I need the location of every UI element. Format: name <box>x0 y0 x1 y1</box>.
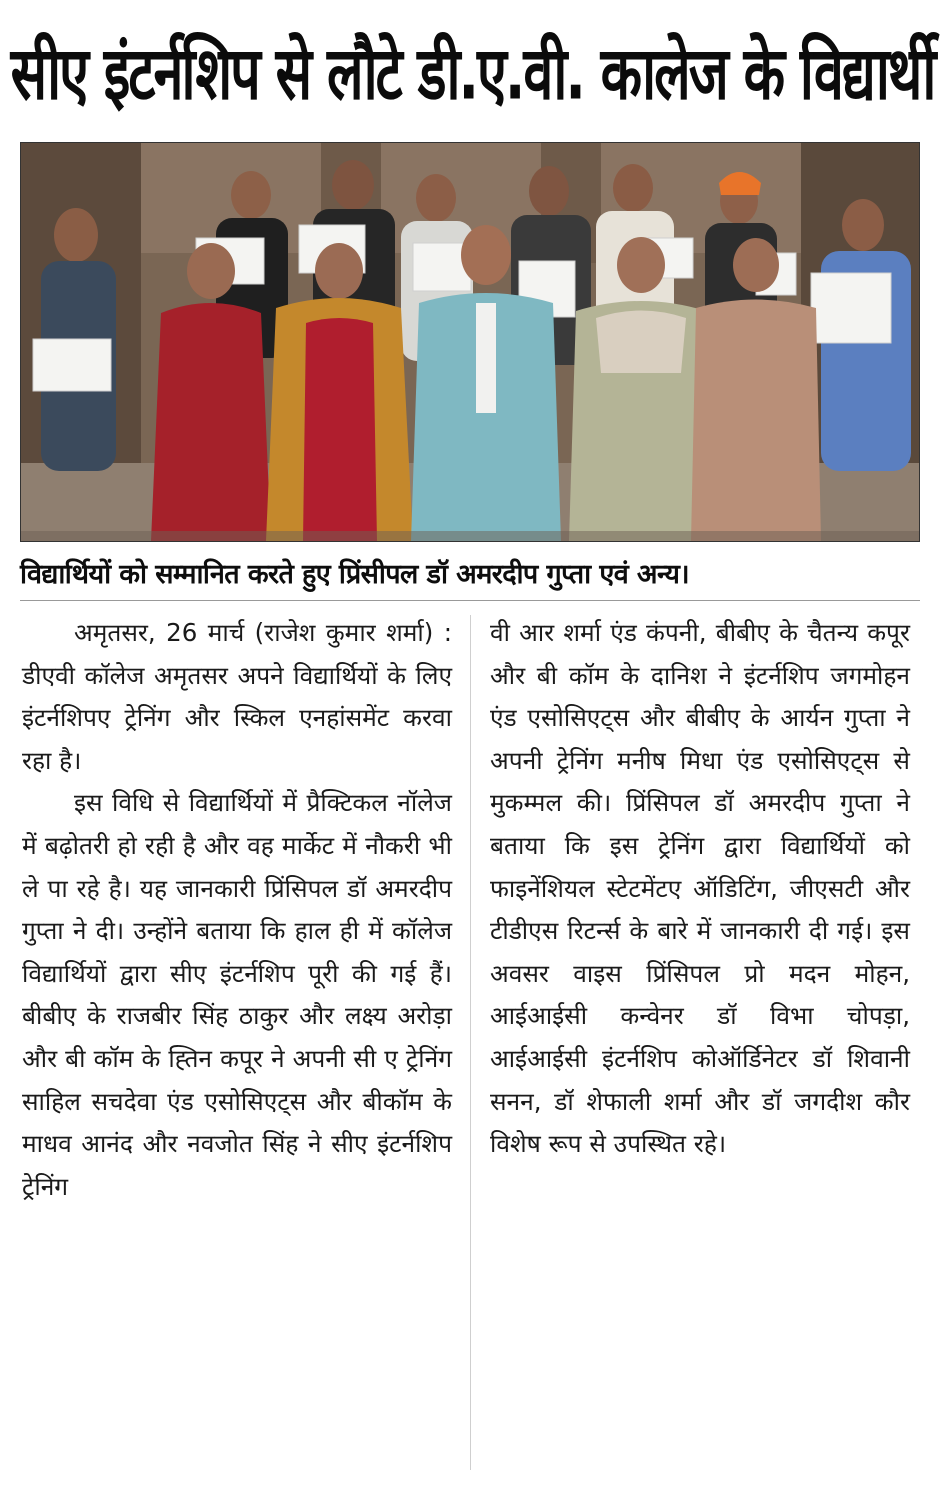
article-column-left <box>22 612 452 1208</box>
article-column-right <box>490 612 910 1166</box>
caption-divider <box>20 600 920 601</box>
paragraph-3: वी आर शर्मा एंड कंपनी, बीबीए के चैतन्य कपूर और बी कॉम के दानिश ने इंटर्नशिप जगमोहन एंड एसोसिएट्स और बीबीए के आर्यन गुप्ता ने अपनी ट्रेनिंग मनीष मिधा एंड एसोसिएट्स से मुकम्मल की। प्रिंसिपल डॉ अमरदीप गुप्ता ने बताया कि इस ट्रेनिंग द्वारा विद्यार्थियों को फाइनेंशियल स्टेटमेंटए ऑडिटिंग, जीएसटी और टीडीएस रिटर्न्स के बारे में जानकारी दी गई। इस अवसर वाइस प्रिंसिपल प्रो मदन मोहन, आईआईसी कन्वेनर डॉ विभा चोपड़ा, आईआईसी इंटर्नशिप कोऑर्डिनेटर डॉ शिवानी सनन, डॉ शेफाली शर्मा और डॉ जगदीश कौर विशेष रूप से उपस्थित रहे। <box>490 618 910 1159</box>
photo-caption: विद्यार्थियों को सम्मानित करते हुए प्रिंसीपल डॉ अमरदीप गुप्ता एवं अन्य। <box>20 558 689 590</box>
column-separator <box>470 615 471 1470</box>
paragraph-1: अमृतसर, 26 मार्च (राजेश कुमार शर्मा) : डीएवी कॉलेज अमृतसर अपने विद्यार्थियों के लिए इंटर्नशिपए ट्रेनिंग और स्किल एनहांसमेंट करवा रहा है। <box>22 618 452 775</box>
paragraph-2: इस विधि से विद्यार्थियों में प्रैक्टिकल नॉलेज में बढ़ोतरी हो रही है और वह मार्केट में नौकरी भी ले पा रहे है। यह जानकारी प्रिंसिपल डॉ अमरदीप गुप्ता ने दी। उन्होंने बताया कि हाल ही में कॉलेज विद्यार्थियों द्वारा सीए इंटर्नशिप पूरी की गई हैं। बीबीए के राजबीर सिंह ठाकुर और लक्ष्य अरोड़ा और बी कॉम के ह्तिन कपूर ने अपनी सी ए ट्रेनिंग साहिल सचदेवा एंड एसोसिएट्स और बीकॉम के माधव आनंद और नवजोत सिंह ने सीए इंटर्नशिप ट्रेनिंग <box>22 788 452 1201</box>
group-photo <box>20 142 920 542</box>
headline: सीए इंटर्नशिप से लौटे डी.ए.वी. कालेज के विद्यार्थी <box>10 30 935 116</box>
